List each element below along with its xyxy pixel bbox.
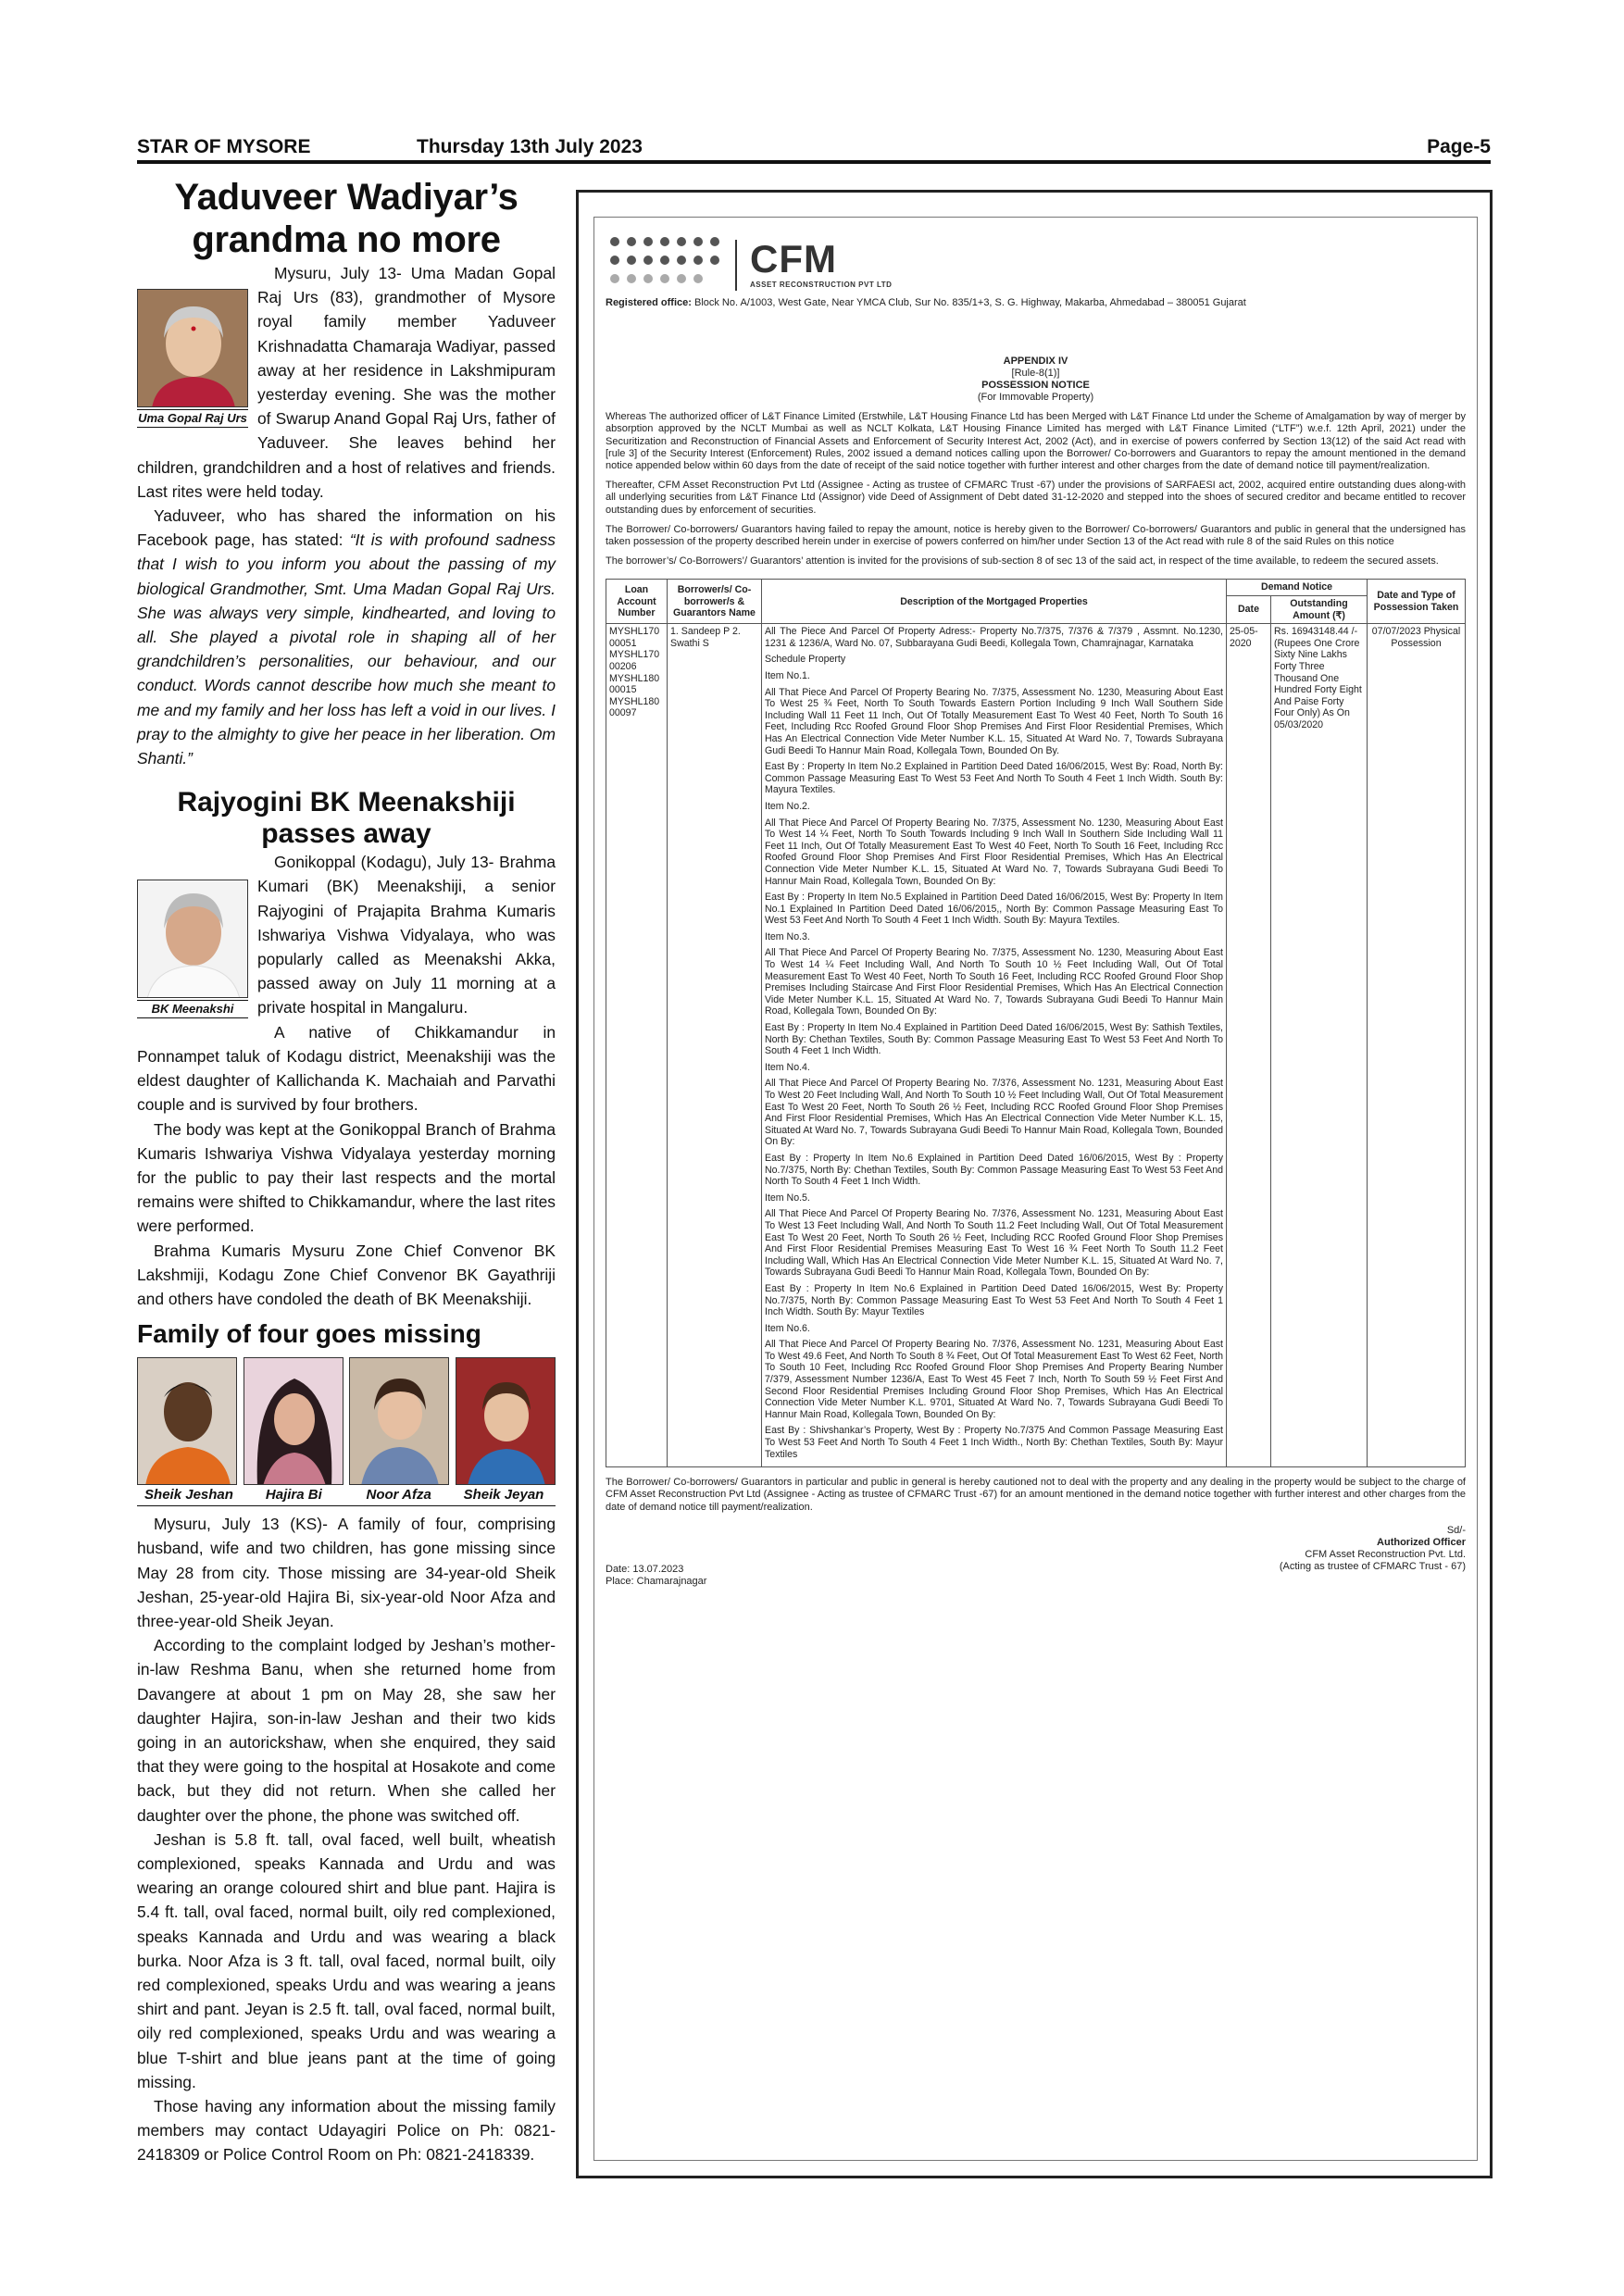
caption-noor-afza: Noor Afza	[366, 1487, 431, 1504]
photo-noor-afza	[349, 1357, 449, 1485]
quote-text: “It is with profound sadness that I wish to you inform you about the passing of my biological Grandmother, Smt. Uma Madan Gopal Raj Urs. She was always very simple, kindhearted, and loving to all. She played a pivotal role in shaping all of her grandchildren’s personalities, our behaviour, and our conduct. Words cannot describe how much she meant to me and my family and her loss has left a void in our lives. I pray to the almighty to give her peace in her liberation. Om Shanti.”	[137, 530, 556, 768]
article-headline: Rajyogini BK Meenakshiji passes away	[177, 787, 516, 850]
notice-paragraph: Thereafter, CFM Asset Reconstruction Pvt Ltd (Assignee - Acting as trustee of CFMARC Trust -67) under the provisions of SARFAESI act, 2002, acquired entire outstanding dues along-with all underlying securities from L&T Finance Ltd (Assignor) vide Deed of Assignment of Debt dated 31-12-2020 and stepped into the shoes of secured creditor and became entitled to recover outstanding dues by enforcement of securities.	[606, 480, 1466, 516]
loan-numbers: MYSHL170 00051 MYSHL170 00206 MYSHL180 00015 MYSHL180 00097	[606, 624, 668, 1467]
cfm-logo-subtext: ASSET RECONSTRUCTION PVT LTD	[750, 281, 893, 289]
header-borrower: Borrower/s/ Co-borrower/s & Guarantors Name	[668, 580, 762, 624]
portrait-photo	[137, 880, 248, 998]
photo-block	[137, 880, 248, 1018]
article-paragraph: Those having any information about the missing family members may contact Udayagiri Police on Ph: 0821-2418309 or Police Control Room on Ph: 0821-2418339.	[137, 2097, 556, 2165]
notice-date: 25-05-2020	[1227, 624, 1271, 1467]
article-paragraph: According to the complaint lodged by Jeshan’s mother-in-law Reshma Banu, when she returned home from Davangere at about 1 pm on May 28, she saw her daughter Hajira, son-in-law Jeshan and their two kids going in an autorickshaw, when she enquired, they said that they were going to the hospital at Hosakote and come back, but they did not return. When she called her daughter over the phone, the phone was switched off.	[137, 1636, 556, 1825]
date-place: Date: 13.07.2023 Place: Chamarajnagar	[606, 1563, 707, 1588]
signature-block	[606, 1525, 1466, 1599]
article-paragraph: Jeshan is 5.8 ft. tall, oval faced, well built, wheatish complexioned, speaks Kannada and Urdu and was wearing an orange coloured shirt and blue pant. Hajira is 5.4 ft. tall, oval faced, normal built, oily red complexioned, speaks Kannada and Urdu and was wearing a black burka. Noor Afza is 3 ft. tall, oval faced, normal built, oily red complexioned, speaks Urdu and was wearing a jeans shirt and pant. Jeyan is 2.5 ft. tall, oval faced, normal built, oily red complexioned, speaks Urdu and was wearing a blue T-shirt and blue jeans pant at the time of going missing.	[137, 1829, 556, 2091]
caption-sheik-jeshan: Sheik Jeshan	[144, 1487, 233, 1504]
mortgage-table	[606, 579, 1466, 1467]
possession-date-type: 07/07/2023 Physical Possession	[1368, 624, 1466, 1467]
borrower-names: 1. Sandeep P 2. Swathi S	[668, 624, 762, 1467]
authorized-officer: Sd/- Authorized Officer CFM Asset Reconstruction Pvt. Ltd. (Acting as trustee of CFMARC Trust - 67)	[1279, 1524, 1466, 1573]
cfm-logo	[606, 218, 1466, 292]
registered-office: Registered office: Block No. A/1003, West Gate, Near YMCA Club, Sur No. 835/1+3, S. G. Highway, Makarba, Ahmedabad – 380051 Gujarat	[606, 297, 1246, 308]
left-column	[137, 176, 556, 2167]
issue-date: Thursday 13th July 2023	[417, 136, 643, 157]
notice-footer: The Borrower/ Co-borrowers/ Guarantors in particular and public in general is hereby cautioned not to deal with the property and any dealing in the property would be subject to the charge of CFM Asset Reconstruction Pvt Ltd (Assignee - Acting as trustee of CFMARC Trust -67) for an amount mentioned in the demand notice together with further interest and other charges from the date of demand notice till payment/realization.	[606, 1477, 1466, 1513]
notice-paragraph: Whereas The authorized officer of L&T Finance Limited (Erstwhile, L&T Housing Finance Ltd has been Merged with L&T Finance Ltd under the Scheme of Amalgamation by way of merger by absorption approved by the NCLT Mumbai as well as NCLT Kolkata, L&T Housing Finance Limited has merged with L&T Finance Limited (“LTF”) w.e.f. 12th April, 2021) under the Securitization and Reconstruction of Financial Assets and Enforcement of Security Interest Act, 2002 (Act), and in exercise of powers conferred by Section 13(12) of the said Act read with [rule 3] of the Security Interest (Enforcement) Rules, 2002 issued a demand notices calling upon the Borrower/ Co-borrowers and Guarantors to repay the amount mentioned in the demand notice appended below within 60 days from the date of receipt of the said notice together with further interest and other charges from the date of demand notice till payment/realization.	[606, 411, 1466, 472]
article-missing-family	[137, 1318, 556, 2166]
header-possession: Date and Type of Possession Taken	[1368, 580, 1466, 624]
notice-paragraph: The Borrower/ Co-borrowers/ Guarantors having failed to repay the amount, notice is hereby given to the Borrower/ Co-borrowers/ Guarantors and public in general that the undersigned has taken possession of the property described herein under in exercise of powers conferred on him/her under Section 13 of the Act read with rule 8 of the said Rules on this notice	[606, 523, 1466, 548]
photo-caption: BK Meenakshi	[137, 1000, 248, 1018]
portrait-photo	[137, 289, 248, 407]
caption-sheik-jeyan: Sheik Jeyan	[463, 1487, 544, 1504]
quote-intro: Yaduveer, who has shared the information on his Facebook page, has stated:	[137, 506, 556, 550]
family-captions	[137, 1485, 556, 1506]
article-meenakshiji	[137, 787, 556, 1311]
article-paragraph: A native of Chikkamandur in Ponnampet taluk of Kodagu district, Meenakshiji was the eldest daughter of Kallichanda K. Machaiah and Parvathi couple and is survived by four brothers.	[137, 1022, 556, 1115]
possession-notice-ad	[576, 190, 1493, 2178]
notice-paragraph: The borrower’s/ Co-Borrowers’/ Guarantors’ attention is invited for the provisions of sub-section 8 of sec 13 of the said act, in respect of the time available, to redeem the secured assets.	[606, 555, 1439, 568]
caption-hajira-bi: Hajira Bi	[265, 1487, 322, 1504]
notice-body	[593, 217, 1478, 2161]
header-description: Description of the Mortgaged Properties	[762, 580, 1227, 624]
logo-dots-icon	[607, 234, 728, 290]
outstanding-amount: Rs. 16943148.44 /- (Rupees One Crore Sixty Nine Lakhs Forty Three Thousand One Hundred Forty Eight And Paise Forty Four Only) As On 05/03/2020	[1271, 624, 1368, 1467]
article-headline: Yaduveer Wadiyar’s grandma no more	[174, 177, 518, 260]
table-row	[606, 624, 1466, 1467]
article-paragraph: The body was kept at the Gonikoppal Branch of Brahma Kumaris Ishwariya Vishwa Vidyalaya yesterday morning for the public to pay their last respects and the mortal remains were shifted to Chikkamandur, where the last rites were performed.	[137, 1119, 556, 1236]
header-date: Date	[1227, 596, 1271, 624]
page-number: Page-5	[1427, 136, 1491, 157]
article-paragraph: Mysuru, July 13- Uma Madan Gopal Raj Urs (83), grandmother of Mysore royal family member Yaduveer Krishnadatta Chamaraja Wadiyar, passed away at her residence in Lakshmipuram yesterday evening. She was the mother of Swarup Anand Gopal Raj Urs, father of Yaduveer. She leaves behind her children, grandchildren and a host of relatives and friends. Last rites were held today.	[137, 264, 556, 501]
article-headline: Family of four goes missing	[137, 1319, 481, 1349]
property-description: All The Piece And Parcel Of Property Adress:- Property No.7/375, 7/376 & 7/379 , Assmnt. No.1230, 1231 & 1236/A, Ward No. 07, Subbarayana Gudi Beedi, Kollegala Town, Chamrajnagar, Karnataka Schedule Property Item No.1. All That Piece And Parcel Of Property Bearing No. 7/375, Assessment No. 1230, Measuring About East To West 25 ¾ Feet, North To South Towards Eastern Portion Including 9 Inch Wall Southern Side Including Wall 11 Feet 11 Inch, Out Of Totally Measurement East To West 40 Feet, North To South 16 Feet, Including Rcc Roofed Ground Floor Shop Premises And First Floor Residential Premises, Which Has An Electrical Connection Vide Meter Number K.L. 15, Situated At Ward No. 7, Towards Subrayana Gudi Beedi To Hannur Main Road, Kollegala Town, Bounded On By. East By : Property In Item No.2 Explained in Partition Deed Dated 16/06/2015, West By: Road, North By: Common Passage Measuring East To West 53 Feet And North To South 4 Feet 1 Inch Width. South By: Mayura Textiles. Item No.2. All That Piece And Parcel Of Property Bearing No. 7/375, Assessment No. 1230, Measuring About East To West 14 ¼ Feet, North To South Towards Including 9 Inch Wall In Southern Side Including Wall 11 Feet 11 Inch, Out Of Totally Measurement East To West 40 Feet, North To South 16 Feet, Including Rcc Roofed Ground Floor Shop Premises And First Floor Residential Premises, Which Has An Electrical Connection Vide Meter Number K.L. 15, Situated At Ward No. 7, Towards Subrayana Gudi Beedi To Hannur Main Road, Kollegala Town, Bounded On By: East By : Property In Item No.5 Explained in Partition Deed Dated 16/06/2015, West By: Property In Item No.1 Explained In Partition Deed Dated 16/06/2015,, North By: Common Passage Measuring East To West 53 Feet And North To South 4 Feet 1 Inch Width. South By: Mayura Textiles. Item No.3. All That Piece And Parcel Of Property Bearing No. 7/375, Assessment No. 1230, Measuring About East To West 14 ¼ Feet Including Wall, And North To South 10 ½ Feet Including Wall, Out Of Total Measurement East To West 40 Feet, North To South 16 Feet, Including RCC Roofed Ground Floor Shop Premises Including Staircase And First Floor Residential Premises, Which Has An Electrical Connection Vide Meter Number K.L. 15, Situated At Ward No. 7, Towards Subrayana Gudi Beedi To Hannur Main Road, Kollegala Town, Bounded On By: East By : Property In Item No.4 Explained in Partition Deed Dated 16/06/2015, West By: Sathish Textiles, North By: Chethan Textiles, South By: Common Passage Measuring East To West 53 Feet And North To South 4 Feet 1 Inch Width. Item No.4. All That Piece And Parcel Of Property Bearing No. 7/376, Assessment No. 1231, Measuring About East To West 20 Feet Including Wall, And North To South 10 ½ Feet Including Wall, Out Of Total Measurement East To West 20 Feet, North To South 26 ½ Feet, Including RCC Roofed Ground Floor Shop Premises And First Floor Residential Premises, Which Has An Electrical Connection Vide Meter Number K.L. 15, Situated At Ward No. 7, Towards Subrayana Gudi Beedi To Hannur Main Road, Kollegala Town, Bounded On By: East By : Property In Item No.6 Explained in Partition Deed Dated 16/06/2015, West By : Property No.7/375, North By: Chethan Textiles, South By: Common Passage Measuring East To West 53 Feet And North To South 4 Feet 1 Inch Width. Item No.5. All That Piece And Parcel Of Property Bearing No. 7/376, Assessment No. 1231, Measuring About East To West 13 Feet Including Wall, And North To South 11.2 Feet Including Wall, Out Of Total Measurement East To West 20 Feet, North To South 26 ½ Feet, Including RCC Roofed Ground Floor Shop Premises And First Floor Residential Premises Measuring East To West 16 ¾ Feet North To South 11.2 Feet Including Wall, Which Has An Electrical Connection Vide Meter Number K.L. 15, Situated At Ward No. 7, Towards Subrayana Gudi Beedi To Hannur Main Road, Kollegala Town, Bounded On By: East By : Property In Item No.6 Explained in Partition Deed Dated 16/06/2015, West By: Property No.7/375, North By: Common Passage Measuring East To West 53 Feet And North To South 4 Feet 1 Inch Width. South By: Mayur Textiles Item No.6. All That Piece And Parcel Of Property Bearing No. 7/376, Assessment No. 1231, Measuring About East To West 49.6 Feet, And North To South 8 ¾ Feet, Out Of Total Measurement East To West 62 Feet, North To South 10 Feet, Including Rcc Roofed Ground Floor Shop Premises And Property Bearing Number 7/379, Assessment Number 1236/A, East To West 45 Feet 7 Inch, North To South 59 ½ Feet First And Second Floor Residential Premises Including Ground Floor Shop Premises, Which Has An Electrical Connection Vide Meter Number K.L. 9701, Situated At Ward No. 7, Towards Subrayana Gudi Beedi To Hannur Main Road, Kollegala Town, Bounded On By: East By : Shivshankar’s Property, West By : Property No.7/375 And Common Passage Measuring East To West 53 Feet And North To South 4 Feet 1 Inch Width., North By: Chethan Textiles, South By: Mayur Textiles	[762, 624, 1227, 1467]
header-demand-notice: Demand Notice	[1227, 580, 1368, 596]
family-photos	[137, 1357, 556, 1485]
article-paragraph: Gonikoppal (Kodagu), July 13- Brahma Kumari (BK) Meenakshiji, a senior Rajyogini of Prajapita Brahma Kumaris Ishwariya Vishwa Vidyalaya, who was popularly called as Meenakshi Akka, passed away on July 11 morning at a private hospital in Mangaluru.	[257, 853, 556, 1017]
article-paragraph	[137, 504, 556, 770]
article-wadiyar	[137, 176, 556, 770]
photo-caption: Uma Gopal Raj Urs	[137, 409, 248, 428]
notice-heading: APPENDIX IV [Rule-8(1)] POSSESSION NOTICE (For Immovable Property)	[977, 356, 1094, 404]
header-amount: Outstanding Amount (₹)	[1271, 596, 1368, 624]
photo-sheik-jeyan	[456, 1357, 556, 1485]
photo-block	[137, 289, 248, 428]
header-loan-account: Loan Account Number	[606, 580, 668, 624]
article-paragraph: Brahma Kumaris Mysuru Zone Chief Convenor BK Lakshmiji, Kodagu Zone Chief Convenor BK Gayathriji and others have condoled the death of BK Meenakshiji.	[137, 1241, 556, 1308]
photo-sheik-jeshan	[137, 1357, 237, 1485]
cfm-logo-text: CFM	[750, 237, 837, 281]
masthead	[137, 134, 1491, 164]
photo-hajira-bi	[244, 1357, 344, 1485]
cfm-wordmark	[735, 237, 893, 291]
paper-name: STAR OF MYSORE	[137, 136, 311, 157]
article-paragraph: Mysuru, July 13 (KS)- A family of four, comprising husband, wife and two children, has gone missing since May 28 from city. Those missing are 34-year-old Sheik Jeshan, 25-year-old Hajira Bi, six-year-old Noor Afza and three-year-old Sheik Jeyan.	[137, 1515, 556, 1630]
